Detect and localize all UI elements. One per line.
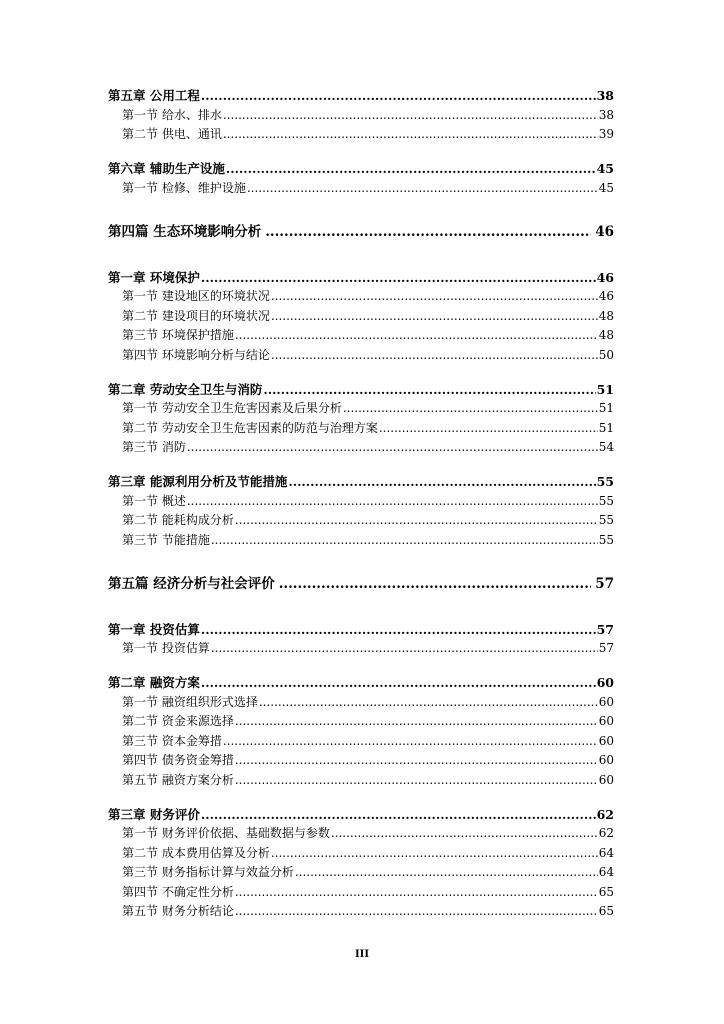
toc-entry-page: 62 [596, 806, 614, 822]
dot-leader [379, 419, 598, 439]
toc-entry-title: 第二节 成本费用估算及分析 [122, 845, 270, 860]
toc-entry-page: 46 [598, 289, 614, 303]
toc-entry-title: 第一节 财务评价依据、基础数据与参数 [122, 826, 330, 840]
dot-leader [265, 223, 591, 243]
toc-entry-title: 第三章 能源利用分析及节能措施 [108, 474, 288, 489]
dot-leader [343, 399, 598, 419]
toc-entry-page: 57 [595, 576, 614, 592]
toc-entry-section[interactable] [108, 179, 614, 199]
toc-entry-chapter[interactable] [108, 620, 614, 640]
toc-entry-page: 60 [598, 733, 614, 748]
dot-leader [271, 844, 598, 864]
dot-leader [226, 159, 596, 179]
toc-entry-part[interactable] [108, 223, 614, 243]
toc-entry-section[interactable] [108, 902, 614, 922]
dot-leader [279, 575, 592, 595]
dot-leader [271, 307, 598, 327]
toc-entry-section[interactable] [108, 125, 614, 145]
dot-leader [263, 380, 595, 400]
dot-leader [259, 693, 598, 713]
toc-entry-section[interactable] [108, 693, 614, 713]
toc-entry-page: 51 [596, 381, 614, 397]
dot-leader [235, 902, 598, 922]
toc-entry-chapter[interactable] [108, 472, 614, 492]
toc-entry-title: 第四篇 生态环境影响分析 [108, 224, 262, 240]
toc-entry-page: 55 [598, 513, 614, 527]
toc-entry-title: 第二节 建设项目的环境状况 [122, 308, 270, 323]
dot-leader [235, 326, 598, 346]
dot-leader [235, 751, 598, 771]
dot-leader [187, 438, 598, 458]
toc-entry-section[interactable] [108, 326, 614, 346]
toc-entry-section[interactable] [108, 511, 614, 531]
toc-entry-section[interactable] [108, 419, 614, 439]
table-of-contents [108, 86, 614, 922]
toc-entry-title: 第一章 投资估算 [108, 621, 200, 637]
toc-entry-page: 60 [598, 714, 614, 728]
page-number: III [354, 949, 370, 960]
toc-entry-section[interactable] [108, 438, 614, 458]
toc-entry-title: 第一节 劳动安全卫生危害因素及后果分析 [122, 401, 342, 415]
toc-entry-page: 54 [598, 440, 614, 454]
toc-entry-chapter[interactable] [108, 268, 614, 288]
toc-entry-page: 55 [596, 474, 614, 489]
toc-entry-title: 第六章 辅助生产设施 [108, 161, 225, 176]
toc-entry-section[interactable] [108, 863, 614, 883]
toc-entry-title: 第一节 投资估算 [122, 641, 210, 655]
toc-entry-page: 55 [598, 532, 614, 547]
toc-entry-title: 第三节 财务指标计算与效益分析 [122, 865, 294, 879]
toc-entry-title: 第二节 资金来源选择 [122, 714, 234, 728]
toc-entry-page: 60 [598, 694, 614, 709]
toc-entry-title: 第二章 融资方案 [108, 675, 200, 690]
toc-entry-section[interactable] [108, 712, 614, 732]
dot-leader [201, 268, 596, 288]
toc-entry-page: 38 [598, 107, 614, 122]
toc-entry-title: 第三节 环境保护措施 [122, 328, 234, 342]
toc-entry-page: 48 [598, 308, 614, 323]
dot-leader [331, 824, 598, 844]
toc-entry-title: 第三章 财务评价 [108, 806, 200, 822]
toc-entry-page: 60 [596, 675, 614, 690]
dot-leader [223, 106, 598, 126]
toc-entry-title: 第三节 消防 [122, 440, 186, 454]
toc-entry-section[interactable] [108, 639, 614, 659]
dot-leader [201, 805, 596, 825]
toc-entry-title: 第一章 环境保护 [108, 269, 200, 285]
dot-leader [201, 620, 596, 640]
toc-entry-title: 第三节 资本金筹措 [122, 733, 222, 748]
toc-entry-section[interactable] [108, 531, 614, 551]
toc-entry-title: 第五篇 经济分析与社会评价 [108, 576, 275, 592]
toc-entry-section[interactable] [108, 732, 614, 752]
toc-entry-page: 38 [596, 88, 614, 103]
toc-entry-section[interactable] [108, 771, 614, 791]
toc-entry-chapter[interactable] [108, 673, 614, 693]
toc-entry-section[interactable] [108, 751, 614, 771]
toc-entry-page: 51 [598, 401, 614, 415]
toc-entry-title: 第四节 不确定性分析 [122, 884, 234, 899]
toc-entry-chapter[interactable] [108, 380, 614, 400]
dot-leader [201, 673, 596, 693]
toc-entry-title: 第二节 劳动安全卫生危害因素的防范与治理方案 [122, 420, 378, 435]
toc-entry-section[interactable] [108, 492, 614, 512]
toc-entry-title: 第二节 能耗构成分析 [122, 513, 234, 527]
toc-entry-page: 60 [598, 753, 614, 767]
dot-leader [235, 511, 598, 531]
toc-entry-section[interactable] [108, 824, 614, 844]
toc-entry-page: 64 [598, 845, 614, 860]
dot-leader [187, 492, 598, 512]
toc-entry-page: 51 [598, 420, 614, 435]
dot-leader [295, 863, 598, 883]
dot-leader [247, 179, 598, 199]
toc-entry-title: 第一节 给水、排水 [122, 107, 222, 122]
toc-entry-title: 第一节 建设地区的环境状况 [122, 289, 270, 303]
dot-leader [211, 639, 598, 659]
toc-entry-title: 第五节 融资方案分析 [122, 772, 234, 787]
toc-entry-page: 46 [595, 224, 614, 240]
toc-entry-page: 46 [596, 269, 614, 285]
toc-entry-chapter[interactable] [108, 805, 614, 825]
toc-entry-page: 55 [598, 493, 614, 508]
toc-entry-section[interactable] [108, 883, 614, 903]
toc-entry-title: 第五节 财务分析结论 [122, 904, 234, 918]
toc-entry-page: 57 [596, 621, 614, 637]
dot-leader [271, 287, 598, 307]
toc-entry-section[interactable] [108, 346, 614, 366]
toc-entry-page: 50 [598, 347, 614, 362]
toc-entry-page: 65 [598, 884, 614, 899]
toc-entry-title: 第三节 节能措施 [122, 532, 210, 547]
toc-entry-title: 第四节 债务资金筹措 [122, 753, 234, 767]
toc-entry-chapter[interactable] [108, 159, 614, 179]
toc-entry-page: 64 [598, 865, 614, 879]
toc-entry-section[interactable] [108, 287, 614, 307]
toc-entry-part[interactable] [108, 575, 614, 595]
toc-entry-page: 57 [598, 641, 614, 655]
dot-leader [223, 125, 598, 145]
dot-leader [235, 712, 598, 732]
dot-leader [288, 472, 595, 492]
toc-entry-page: 45 [596, 161, 614, 176]
toc-entry-page: 39 [598, 127, 614, 141]
dot-leader [235, 771, 598, 791]
toc-entry-section[interactable] [108, 106, 614, 126]
toc-entry-page: 60 [598, 772, 614, 787]
toc-entry-page: 48 [598, 328, 614, 342]
toc-entry-title: 第一节 概述 [122, 493, 186, 508]
dot-leader [271, 346, 598, 366]
toc-entry-page: 45 [598, 180, 614, 195]
toc-entry-title: 第四节 环境影响分析与结论 [122, 347, 270, 362]
toc-entry-title: 第二章 劳动安全卫生与消防 [108, 381, 263, 397]
dot-leader [235, 883, 598, 903]
toc-entry-page: 62 [598, 826, 614, 840]
toc-entry-chapter[interactable] [108, 86, 614, 106]
toc-entry-section[interactable] [108, 399, 614, 419]
dot-leader [211, 531, 598, 551]
dot-leader [201, 86, 596, 106]
toc-entry-title: 第一节 融资组织形式选择 [122, 694, 258, 709]
toc-entry-title: 第五章 公用工程 [108, 88, 200, 103]
toc-entry-section[interactable] [108, 844, 614, 864]
toc-entry-section[interactable] [108, 307, 614, 327]
toc-entry-title: 第二节 供电、通讯 [122, 127, 222, 141]
toc-entry-page: 65 [598, 904, 614, 918]
toc-entry-title: 第一节 检修、维护设施 [122, 180, 246, 195]
dot-leader [223, 732, 598, 752]
